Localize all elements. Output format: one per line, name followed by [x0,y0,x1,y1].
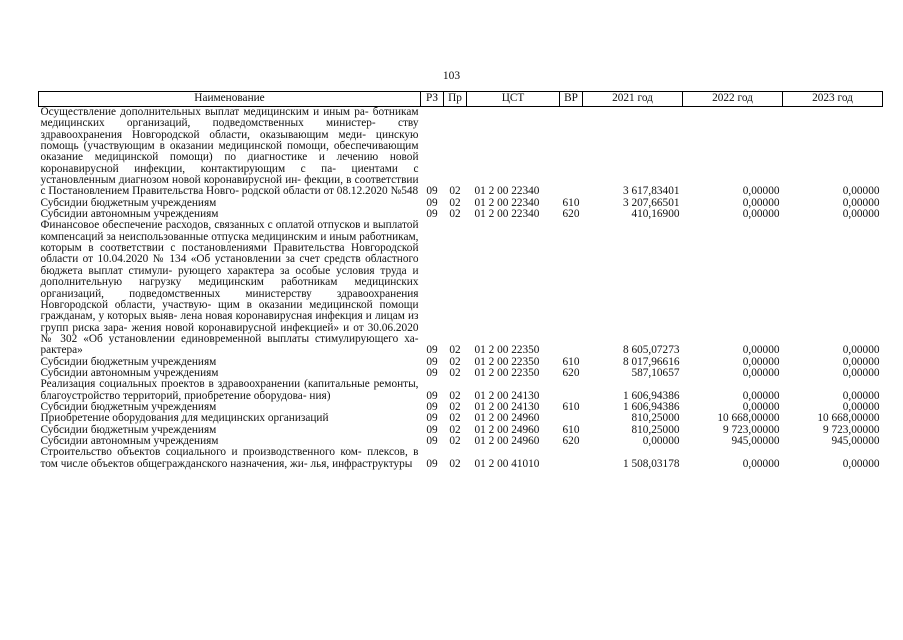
cell-rz: 09 [426,208,438,221]
cell-rz: 09 [426,434,438,447]
cell-cst: 01 2 00 24130 [474,389,540,402]
cell-cst: 01 2 00 22340 [474,185,540,198]
cell-rz: 09 [426,344,438,357]
cell-pr: 02 [449,185,461,198]
budget-table [38,91,883,470]
name-line: выплатой компенсаций за неиспользованные отпуска медицинским [40,219,419,243]
cell-2022: 0,00000 [742,366,780,379]
cell-rz: 09 [426,389,438,402]
cell-cst: 01 2 00 22350 [474,344,540,357]
cell-pr: 02 [449,400,461,413]
name-line: Субсидии бюджетным учреждениям [40,355,217,368]
cell-2021: 810,25000 [631,423,680,436]
cell-2022: 0,00000 [742,355,780,368]
name-line: Строительство объектов социального и производственного ком- [40,446,362,459]
header-2023: 2023 год [783,92,883,107]
cell-name [39,220,421,356]
name-line: лена новая коронавирусная инфекция и лицам из групп риска зара- [40,310,419,334]
cell-2023: 9 723,00000 [823,423,880,436]
cell-rz: 09 [426,457,438,470]
header-rz: РЗ [421,92,444,107]
cell-2023: 0,00000 [842,208,880,221]
name-line: Осуществление дополнительных выплат медицинским и иным ра- [40,106,369,118]
cell-vr: 620 [562,434,580,447]
cell-rz: 09 [426,185,438,198]
cell-cst: 01 2 00 22340 [474,208,540,221]
cell-2022: 0,00000 [742,344,780,357]
cell-vr [560,447,583,470]
cell-cst: 01 2 00 24960 [474,423,540,436]
cell-vr [560,379,583,402]
table-body [39,107,883,471]
table-row [39,107,883,198]
name-line: фекции, в соответствии с Постановлением Правительства Новго- [40,174,419,198]
cell-vr: 610 [562,423,580,436]
name-line: «Об установлении единовременной выплаты стимулирующего ха- [83,332,419,345]
cell-2022: 10 668,00000 [717,412,780,425]
cell-vr: 610 [562,196,580,209]
cell-2023: 0,00000 [842,355,880,368]
cell-2023: 0,00000 [842,185,880,198]
cell-vr: 620 [562,366,580,379]
name-line: лечению новой коронавирусной инфекции, контактирующим с па- [40,151,419,175]
cell-2023: 0,00000 [842,366,880,379]
name-line: Субсидии бюджетным учреждениям [40,423,217,436]
cell-vr: 610 [562,355,580,368]
cell-2021: 0,00000 [642,434,680,447]
cell-cst: 01 2 00 24130 [474,400,540,413]
cell-2021: 3 617,83401 [623,185,680,198]
name-line: рующего характера за особые условия труда и дополнительную [40,264,419,289]
cell-pr: 02 [449,389,461,402]
header-name: Наименование [39,92,421,107]
cell-2023: 0,00000 [842,457,880,470]
name-line: Субсидии автономным учреждениям [40,434,219,447]
cell-pr: 02 [449,355,461,368]
cell-2023: 0,00000 [842,196,880,209]
cell-2022: 0,00000 [742,400,780,413]
cell-cst: 01 2 00 22340 [474,196,540,209]
cell-pr: 02 [449,366,461,379]
cell-cst: 01 2 00 41010 [474,457,540,470]
cell-cst: 01 2 00 24960 [474,434,540,447]
cell-cst: 01 2 00 22350 [474,366,540,379]
cell-2023: 0,00000 [842,389,880,402]
cell-2022: 0,00000 [742,457,780,470]
cell-rz: 09 [426,355,438,368]
name-line: ремонты, благоустройство территорий, приобретение оборудова- [40,378,419,402]
table-row [39,220,883,356]
name-line: циентами с установленным диагнозом новой коронавирусной ин- [40,162,419,187]
cell-pr: 02 [449,423,461,436]
header-pr: Пр [444,92,467,107]
name-line: и иным работникам, которым в соответствии с постановлениями [40,230,419,255]
name-line: родской области от 08.12.2020 №548 [241,185,419,198]
cell-pr: 02 [449,196,461,209]
name-line: ния) [309,389,331,402]
cell-cst: 01 2 00 24960 [474,412,540,425]
name-line: плексов, в том числе объектов общегражданского назначения, жи- [40,446,419,470]
cell-vr: 610 [562,400,580,413]
name-line: министерству здравоохранения Новгородской области, участвую- [40,287,419,311]
cell-2023: 945,00000 [831,434,880,447]
header-2022: 2022 год [683,92,783,107]
cell-vr: 620 [562,208,580,221]
table-row [39,379,883,402]
name-line: Приобретение оборудования для медицинских организаций [40,412,329,425]
table-header-row [39,92,883,107]
cell-2022: 945,00000 [731,434,780,447]
page-number: 103 [442,70,461,82]
cell-pr: 02 [449,457,461,470]
name-line: нагрузку медицинским работникам медицинских организаций, подведомственных [40,276,419,300]
cell-vr [560,413,583,424]
cell-2021: 810,25000 [631,412,680,425]
name-line: Субсидии бюджетным учреждениям [40,400,217,413]
cell-name [39,447,421,470]
cell-rz: 09 [426,366,438,379]
name-line: Субсидии бюджетным учреждениям [40,196,217,209]
name-line: цинскую помощь (участвующим в оказании медицинской помощи, [40,128,419,153]
cell-2021: 1 606,94386 [623,389,680,402]
name-line: рактера» [40,344,83,357]
name-line: Реализация социальных проектов в здравоохранении (капитальные [40,378,370,391]
header-2021: 2021 год [583,92,683,107]
cell-2021: 8 017,96616 [623,355,680,368]
name-line: Субсидии автономным учреждениям [40,208,219,221]
cell-2021: 587,10657 [631,366,680,379]
header-vr: ВР [560,92,583,107]
name-line: Правительства Новгородской области от 10.04.2020 № 134 «Об [40,242,419,266]
cell-2021: 8 605,07273 [623,344,680,357]
cell-pr: 02 [449,434,461,447]
cell-pr: 02 [449,208,461,221]
name-line: Субсидии автономным учреждениям [40,366,219,379]
cell-2022: 0,00000 [742,208,780,221]
name-line: щим в оказании медицинской помощи гражданам, у которых выяв- [40,298,419,323]
cell-2021: 410,16900 [631,208,680,221]
name-line: обеспечивающим оказание медицинской помощи) по диагностике и [40,140,419,164]
cell-vr [560,107,583,198]
cell-rz: 09 [426,412,438,425]
header-cst: ЦСТ [467,92,560,107]
cell-pr: 02 [449,412,461,425]
cell-2022: 0,00000 [742,196,780,209]
name-line: установлении за счет средств областного бюджета выплат стимули- [40,253,419,277]
cell-vr [560,220,583,356]
name-line: жения новой коронавирусной инфекцией» и от 30.06.2020 № 302 [40,321,419,345]
cell-name [39,379,421,402]
cell-2021: 1 508,03178 [623,457,680,470]
cell-pr: 02 [449,344,461,357]
table-row [39,447,883,470]
name-line: ству здравоохранения Новгородской области, оказывающим меди- [40,117,419,141]
cell-2023: 10 668,00000 [817,412,880,425]
cell-2021: 3 207,66501 [623,196,680,209]
cell-2022: 9 723,00000 [723,423,780,436]
cell-2022: 0,00000 [742,185,780,198]
cell-2022: 0,00000 [742,389,780,402]
cell-2023: 0,00000 [842,344,880,357]
cell-rz: 09 [426,423,438,436]
name-line: Финансовое обеспечение расходов, связанных с оплатой отпусков и [40,219,370,232]
name-line: лья, инфраструктуры [310,457,413,470]
name-line: ботникам медицинских организаций, подведомственных министер- [40,106,419,130]
cell-name [39,107,421,198]
cell-cst: 01 2 00 22350 [474,355,540,368]
cell-rz: 09 [426,196,438,209]
cell-2021: 1 606,94386 [623,400,680,413]
cell-2023: 0,00000 [842,400,880,413]
cell-rz: 09 [426,400,438,413]
